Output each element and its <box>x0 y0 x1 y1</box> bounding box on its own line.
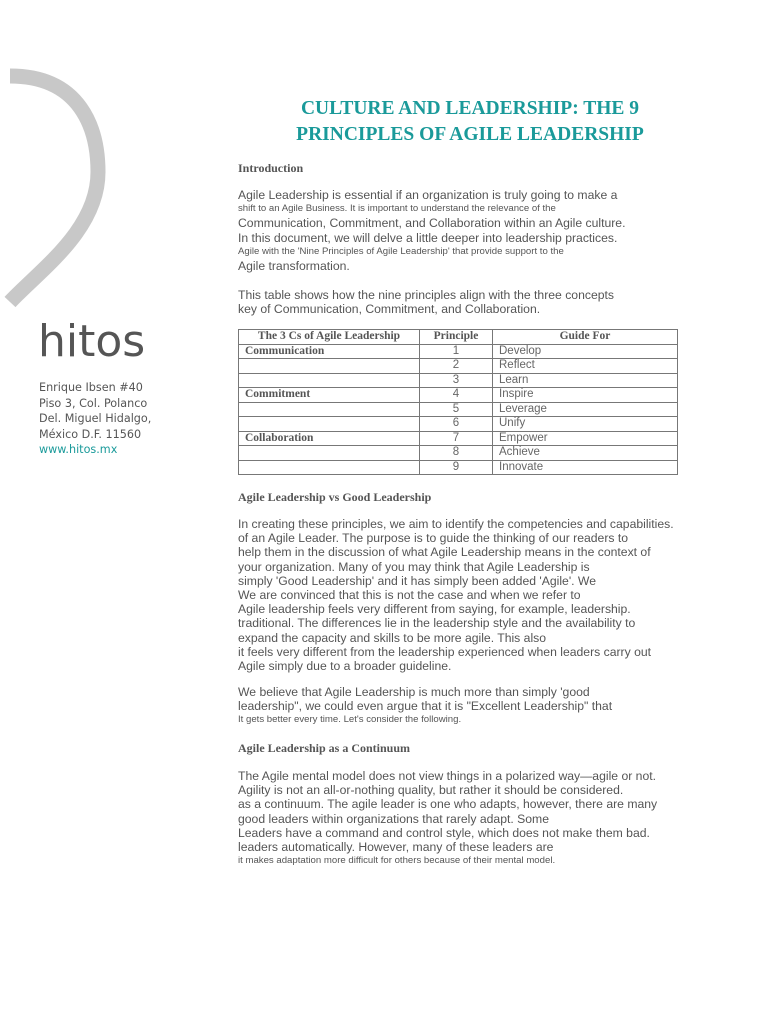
text-line: key of Communication, Commitment, and Collaboration. <box>238 302 541 317</box>
table-cell: 8 <box>420 446 493 461</box>
table-cell: Communication <box>239 344 420 359</box>
section-heading: Agile Leadership as a Continuum <box>238 741 411 755</box>
text-line: We are convinced that this is not the case and when we refer to <box>238 588 581 603</box>
text-line: good leaders within organizations that rarely adapt. Some <box>238 811 549 826</box>
table-cell: Develop <box>493 344 678 359</box>
text-line: In creating these principles, we aim to identify the competencies and capabilities. <box>238 517 674 531</box>
logo-text: hitos <box>38 316 146 366</box>
text-line: Leaders have a command and control style, which does not make them bad. <box>238 825 650 840</box>
table-cell: Innovate <box>493 460 678 475</box>
table-cell: Empower <box>493 431 678 446</box>
text-line: leaders automatically. However, many of these leaders are <box>238 840 554 855</box>
table-cell: Inspire <box>493 388 678 403</box>
address-line: Del. Miguel Hidalgo, <box>39 412 152 426</box>
table-header-row <box>239 330 678 345</box>
text-line: The Agile mental model does not view things in a polarized way—agile or not. <box>238 769 656 783</box>
table-cell: 2 <box>420 359 493 374</box>
address-line: Piso 3, Col. Polanco <box>39 396 148 410</box>
address-line: Enrique Ibsen #40 <box>39 381 143 394</box>
table-cell: Unify <box>493 417 678 432</box>
text-line: shift to an Agile Business. It is important to understand the relevance of the <box>238 203 556 215</box>
table-cell: 5 <box>420 402 493 417</box>
text-line: It gets better every time. Let's consider the following. <box>238 714 462 726</box>
table-cell: 6 <box>420 417 493 432</box>
address-block <box>39 380 151 458</box>
table-cell: 1 <box>420 344 493 359</box>
table-cell <box>239 359 420 374</box>
table-row <box>239 460 678 475</box>
table-row <box>239 388 678 403</box>
text-line: Agile transformation. <box>238 259 350 274</box>
table-cell: 9 <box>420 460 493 475</box>
table-cell: 4 <box>420 388 493 403</box>
table-cell: Commitment <box>239 388 420 403</box>
table-cell: Collaboration <box>239 431 420 446</box>
table-row <box>239 344 678 359</box>
address-line: México D.F. 11560 <box>39 427 142 441</box>
column-header: The 3 Cs of Agile Leadership <box>239 330 420 345</box>
text-line: help them in the discussion of what Agile Leadership means in the context of <box>238 545 651 560</box>
table-cell <box>239 446 420 461</box>
table-cell: Achieve <box>493 446 678 461</box>
table-cell: Learn <box>493 373 678 388</box>
text-line: your organization. Many of you may think that Agile Leadership is <box>238 559 590 574</box>
table-row <box>239 446 678 461</box>
table-row <box>239 417 678 432</box>
section-heading: Agile Leadership vs Good Leadership <box>238 490 432 504</box>
text-line: Communication, Commitment, and Collaboration within an Agile culture. <box>238 216 626 231</box>
text-line: leadership", we could even argue that it is "Excellent Leadership" that <box>238 699 613 714</box>
text-line: traditional. The differences lie in the leadership style and the availability to <box>238 616 636 631</box>
table-row <box>239 373 678 388</box>
title-line: PRINCIPLES OF AGILE LEADERSHIP <box>296 124 644 145</box>
section2-paragraph-1 <box>238 517 674 673</box>
table-cell <box>239 460 420 475</box>
text-line: This table shows how the nine principles align with the three concepts <box>238 288 614 302</box>
table-cell <box>239 402 420 417</box>
text-line: simply 'Good Leadership' and it has simply been added 'Agile'. We <box>238 573 596 588</box>
section3-paragraph-1 <box>238 769 657 868</box>
column-header: Principle <box>420 330 493 345</box>
title-line: CULTURE AND LEADERSHIP: THE 9 <box>300 98 640 119</box>
table-row <box>239 431 678 446</box>
table-cell: 3 <box>420 373 493 388</box>
text-line: Agile leadership feels very different from saying, for example, leadership. <box>238 602 631 617</box>
table-cell: 7 <box>420 431 493 446</box>
text-line: In this document, we will delve a little deeper into leadership practices. <box>238 230 618 245</box>
text-line: Agile with the 'Nine Principles of Agile Leadership' that provide support to the <box>238 245 564 257</box>
intro-paragraph-1 <box>238 188 625 273</box>
table-row <box>239 402 678 417</box>
text-line: Agile Leadership is essential if an organization is truly going to make a <box>238 188 618 202</box>
document-title <box>240 96 700 148</box>
table-cell <box>239 373 420 388</box>
table-cell: Reflect <box>493 359 678 374</box>
text-line: Agile simply due to a broader guideline. <box>238 659 452 674</box>
text-line: of an Agile Leader. The purpose is to guide the thinking of our readers to <box>238 531 629 546</box>
intro-paragraph-2 <box>238 288 614 316</box>
table-row <box>239 359 678 374</box>
table-cell: Leverage <box>493 402 678 417</box>
text-line: it makes adaptation more difficult for others because of their mental model. <box>238 855 556 867</box>
text-line: expand the capacity and skills to be more agile. This also <box>238 630 547 645</box>
table-cell <box>239 417 420 432</box>
introduction-heading: Introduction <box>238 161 304 175</box>
section2-paragraph-2 <box>238 685 612 728</box>
text-line: as a continuum. The agile leader is one who adapts, however, there are many <box>238 797 658 812</box>
hitos-logo <box>38 316 158 366</box>
text-line: We believe that Agile Leadership is much more than simply 'good <box>238 685 590 699</box>
decorative-arc <box>0 60 110 310</box>
website-link[interactable]: www.hitos.mx <box>39 443 118 457</box>
text-line: Agility is not an all-or-nothing quality, but rather it should be considered. <box>238 783 624 798</box>
principles-table <box>238 329 678 475</box>
text-line: it feels very different from the leadership experienced when leaders carry out <box>238 644 652 659</box>
column-header: Guide For <box>493 330 678 345</box>
